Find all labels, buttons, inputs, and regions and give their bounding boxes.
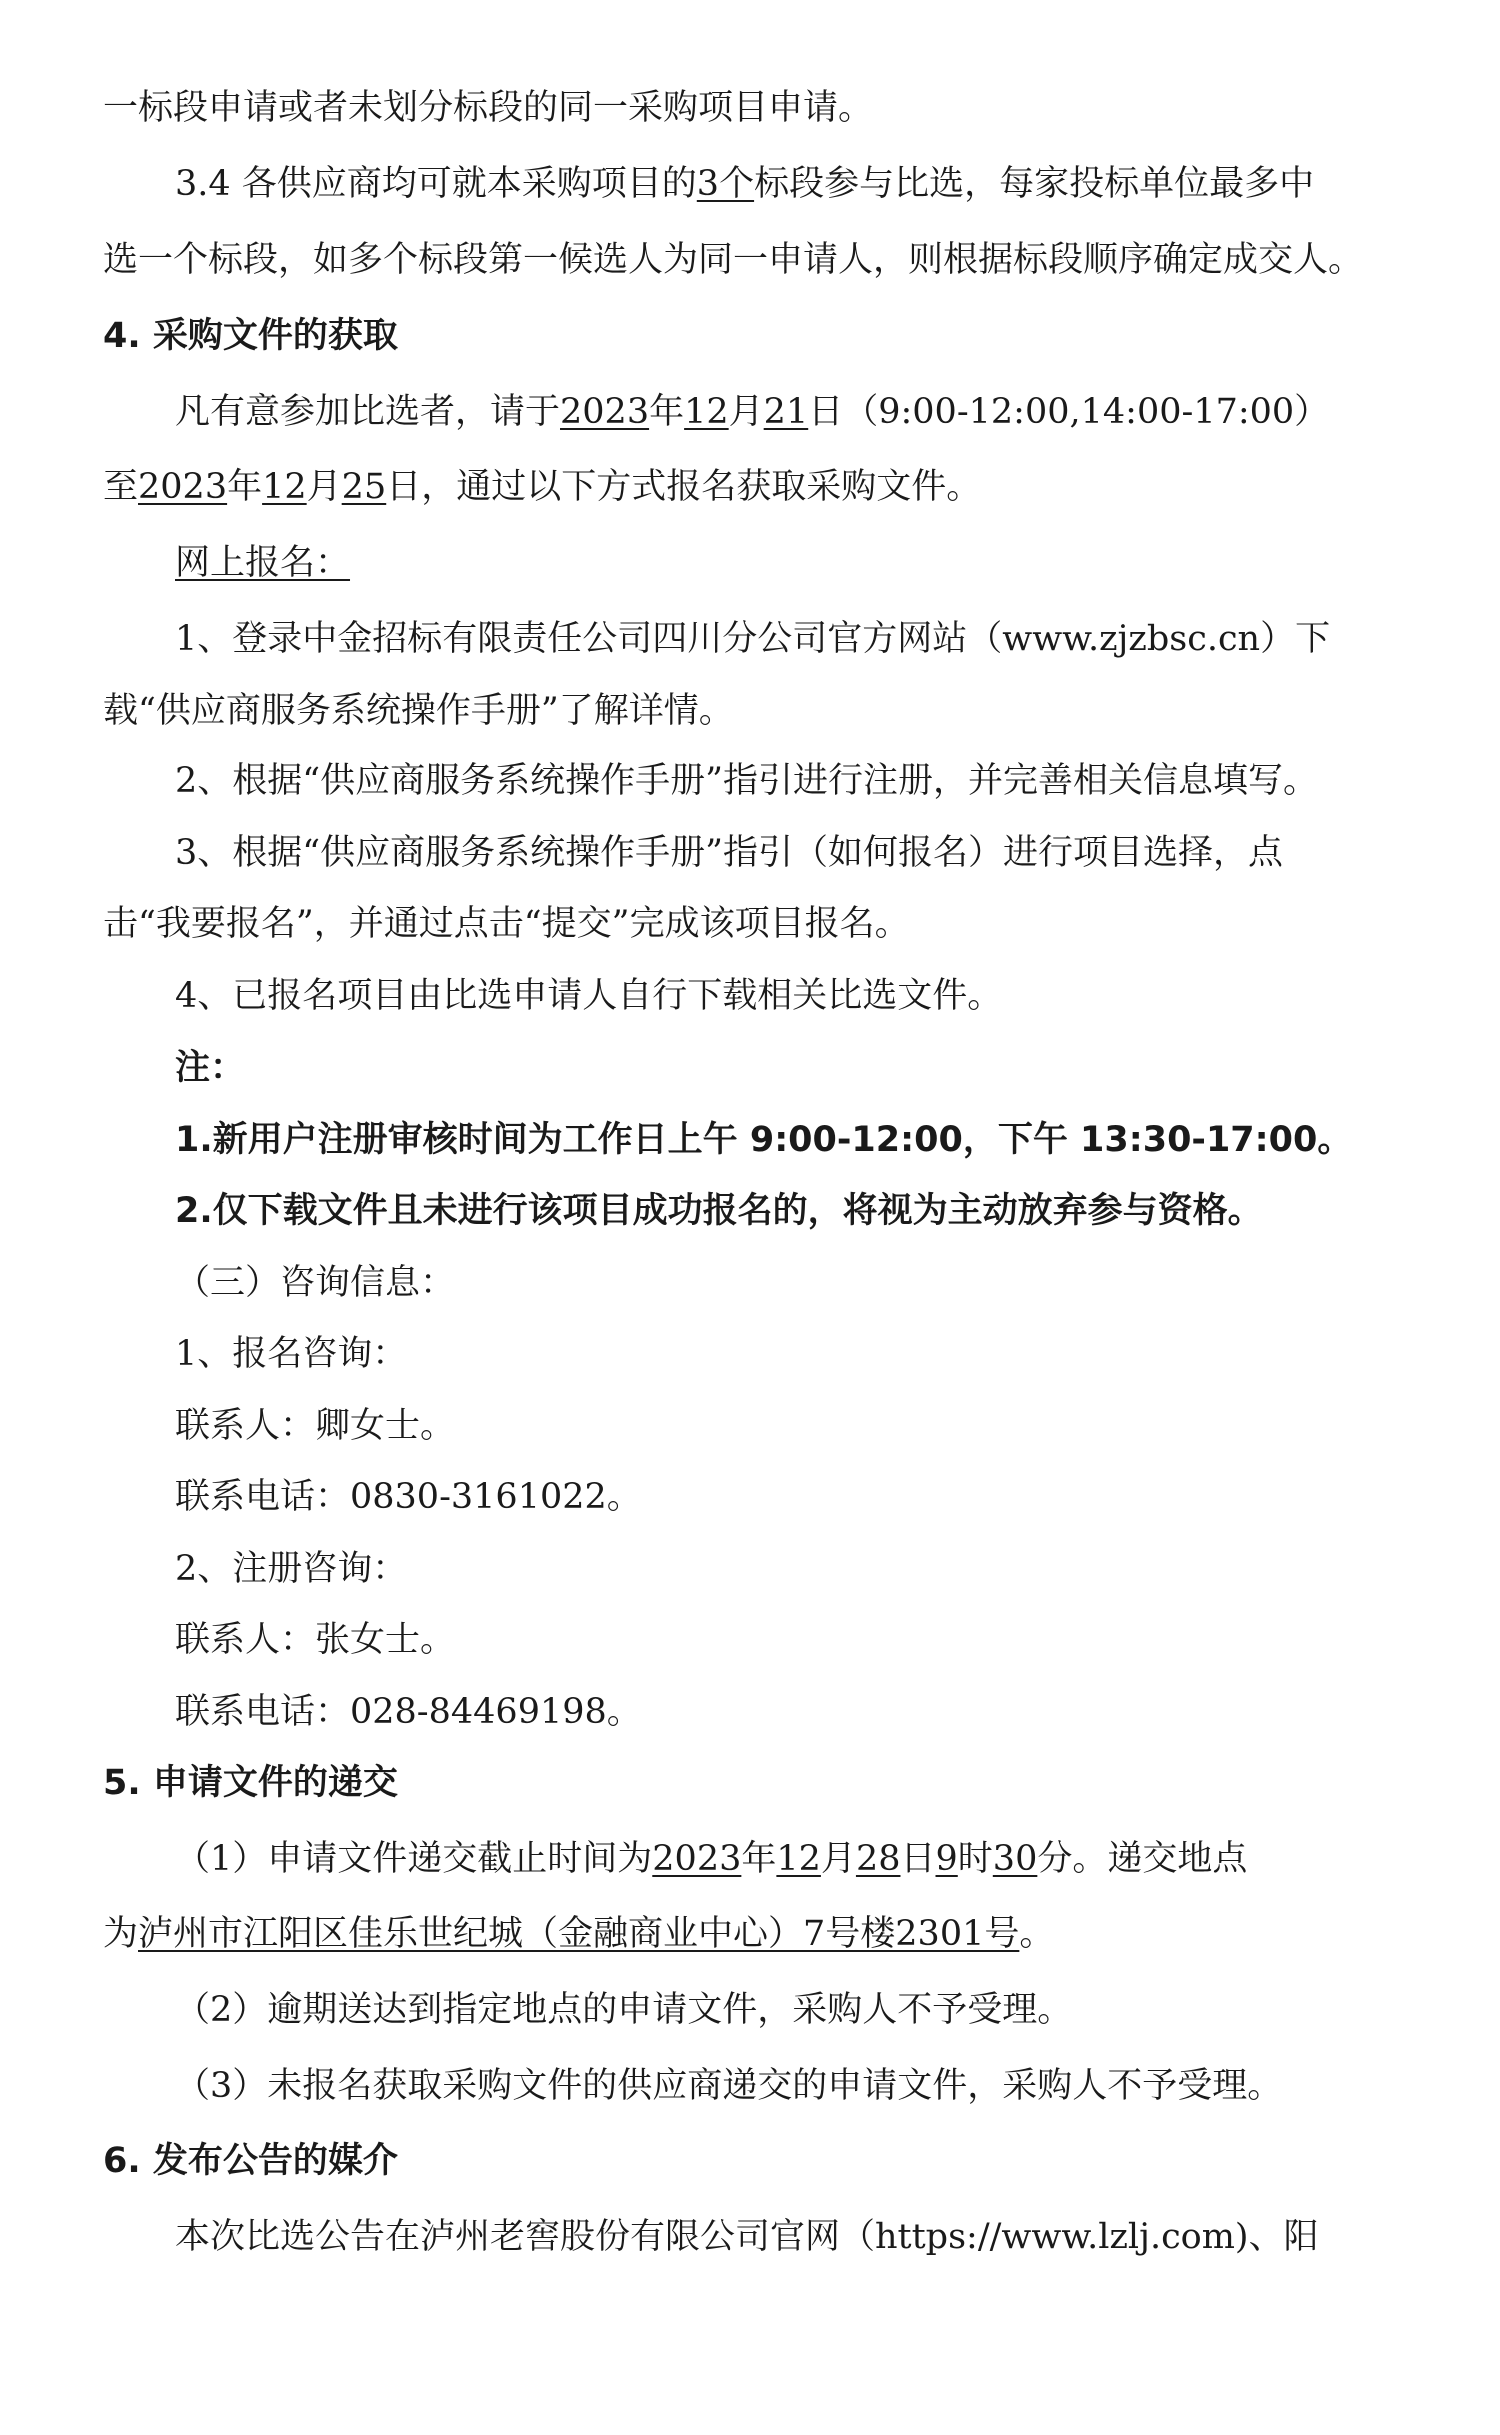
section-heading: 5. 申请文件的递交 xyxy=(103,1763,398,1803)
note-line: 2.仅下载文件且未进行该项目成功报名的，将视为主动放弃参与资格。 xyxy=(175,1191,1263,1231)
contact-person: 联系人：卿女士。 xyxy=(175,1406,456,1446)
clause-3-4-line: 3.4 各供应商均可就本采购项目的3个标段参与比选，每家投标单位最多中 xyxy=(175,164,1315,204)
consult-item: 2、注册咨询： xyxy=(175,1549,408,1589)
text-line: （3）未报名获取采购文件的供应商递交的申请文件，采购人不予受理。 xyxy=(175,2066,1283,2106)
text-line: 一标段申请或者未划分标段的同一采购项目申请。 xyxy=(103,88,874,128)
contact-phone: 联系电话：0830-3161022。 xyxy=(175,1477,642,1517)
note-label: 注： xyxy=(175,1048,246,1088)
text-line: 选一个标段，如多个标段第一候选人为同一申请人，则根据标段顺序确定成交人。 xyxy=(103,240,1364,280)
section-heading: 4. 采购文件的获取 xyxy=(103,316,398,356)
contact-phone: 联系电话：028-84469198。 xyxy=(175,1692,642,1732)
step-line: 4、已报名项目由比选申请人自行下载相关比选文件。 xyxy=(175,976,1003,1016)
note-line: 1.新用户注册审核时间为工作日上午 9:00-12:00，下午 13:30-17:00。 xyxy=(175,1120,1353,1160)
deadline-line: （1）申请文件递交截止时间为2023年12月28日9时30分。递交地点 xyxy=(175,1839,1248,1879)
step-line: 载“供应商服务系统操作手册”了解详情。 xyxy=(103,691,734,731)
section-heading: 6. 发布公告的媒介 xyxy=(103,2141,398,2181)
consult-heading: （三）咨询信息： xyxy=(175,1263,456,1303)
registration-period-line: 凡有意参加比选者，请于2023年12月21日（9:00-12:00,14:00-17:00） xyxy=(175,392,1330,432)
step-line: 3、根据“供应商服务系统操作手册”指引（如何报名）进行项目选择，点 xyxy=(175,833,1284,873)
step-line: 2、根据“供应商服务系统操作手册”指引进行注册，并完善相关信息填写。 xyxy=(175,761,1319,801)
text-line: 本次比选公告在泸州老窖股份有限公司官网（https://www.lzlj.com)、阳 xyxy=(175,2217,1319,2257)
registration-period-line: 至2023年12月25日，通过以下方式报名获取采购文件。 xyxy=(103,467,982,507)
online-registration-label: 网上报名： xyxy=(175,543,351,583)
step-line: 击“我要报名”，并通过点击“提交”完成该项目报名。 xyxy=(103,904,910,944)
consult-item: 1、报名咨询： xyxy=(175,1334,408,1374)
contact-person: 联系人：张女士。 xyxy=(175,1620,456,1660)
step-line: 1、登录中金招标有限责任公司四川分公司官方网站（www.zjzbsc.cn）下 xyxy=(175,619,1331,659)
text-line: （2）逾期送达到指定地点的申请文件，采购人不予受理。 xyxy=(175,1990,1073,2030)
address-line: 为泸州市江阳区佳乐世纪城（金融商业中心）7号楼2301号。 xyxy=(103,1914,1055,1954)
